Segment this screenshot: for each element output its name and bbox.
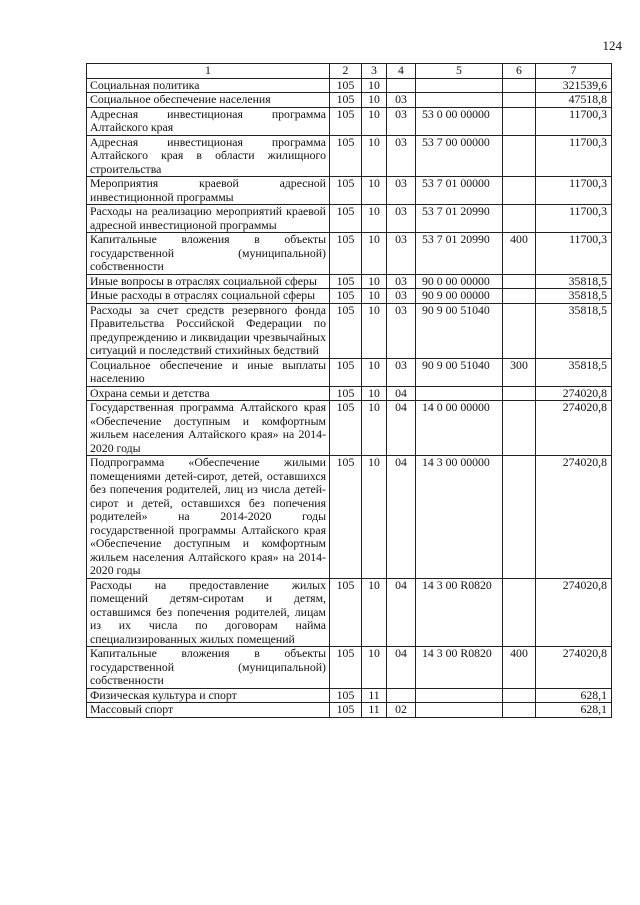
row-code-3-cell: 10 bbox=[362, 135, 387, 177]
row-amount-cell: 11700,3 bbox=[536, 107, 612, 135]
table-row bbox=[87, 401, 612, 456]
row-code-2-cell: 105 bbox=[330, 401, 362, 456]
row-amount-cell: 11700,3 bbox=[536, 135, 612, 177]
row-name-cell: Расходы за счет средств резервного фонда Правительства Российской Федерации по предупреждению и ликвидации чрезвычайных ситуаций и последствий стихийных бедствий bbox=[87, 303, 330, 358]
row-code-4-cell bbox=[387, 688, 416, 703]
header-cell: 7 bbox=[536, 64, 612, 79]
row-amount-cell: 11700,3 bbox=[536, 177, 612, 205]
row-amount-cell: 47518,8 bbox=[536, 93, 612, 108]
row-code-5-cell: 53 7 01 20990 bbox=[416, 233, 503, 275]
row-amount-cell: 274020,8 bbox=[536, 386, 612, 401]
row-code-2-cell: 105 bbox=[330, 135, 362, 177]
row-code-6-cell: 400 bbox=[503, 233, 536, 275]
row-code-3-cell: 10 bbox=[362, 289, 387, 304]
row-amount-cell: 274020,8 bbox=[536, 401, 612, 456]
row-name-cell: Государственная программа Алтайского края «Обеспечение доступным и комфортным жильем населения Алтайского края» на 2014-2020 годы bbox=[87, 401, 330, 456]
row-amount-cell: 274020,8 bbox=[536, 647, 612, 689]
row-code-5-cell: 53 7 00 00000 bbox=[416, 135, 503, 177]
table-header-row bbox=[87, 64, 612, 79]
table-row bbox=[87, 177, 612, 205]
row-code-5-cell bbox=[416, 93, 503, 108]
row-code-2-cell: 105 bbox=[330, 233, 362, 275]
row-code-5-cell: 90 0 00 00000 bbox=[416, 274, 503, 289]
row-amount-cell: 11700,3 bbox=[536, 205, 612, 233]
table-row bbox=[87, 703, 612, 718]
row-code-6-cell bbox=[503, 456, 536, 579]
table-row bbox=[87, 303, 612, 358]
row-code-3-cell: 10 bbox=[362, 93, 387, 108]
row-code-2-cell: 105 bbox=[330, 289, 362, 304]
row-code-6-cell bbox=[503, 107, 536, 135]
row-code-4-cell: 03 bbox=[387, 303, 416, 358]
row-code-2-cell: 105 bbox=[330, 703, 362, 718]
row-name-cell: Иные вопросы в отраслях социальной сферы bbox=[87, 274, 330, 289]
row-name-cell: Адресная инвестиционая программа Алтайского края bbox=[87, 107, 330, 135]
row-code-5-cell: 90 9 00 00000 bbox=[416, 289, 503, 304]
row-code-6-cell bbox=[503, 289, 536, 304]
row-code-4-cell: 03 bbox=[387, 358, 416, 386]
row-code-4-cell: 03 bbox=[387, 107, 416, 135]
row-code-6-cell bbox=[503, 303, 536, 358]
row-name-cell: Адресная инвестиционая программа Алтайского края в области жилищного строительства bbox=[87, 135, 330, 177]
row-code-4-cell: 04 bbox=[387, 401, 416, 456]
row-amount-cell: 628,1 bbox=[536, 703, 612, 718]
row-amount-cell: 628,1 bbox=[536, 688, 612, 703]
row-code-4-cell: 03 bbox=[387, 289, 416, 304]
table-row bbox=[87, 456, 612, 579]
row-name-cell: Иные расходы в отраслях социальной сферы bbox=[87, 289, 330, 304]
row-code-4-cell: 03 bbox=[387, 135, 416, 177]
row-code-6-cell: 400 bbox=[503, 647, 536, 689]
row-code-3-cell: 10 bbox=[362, 78, 387, 93]
row-code-6-cell bbox=[503, 78, 536, 93]
row-code-6-cell: 300 bbox=[503, 358, 536, 386]
row-code-2-cell: 105 bbox=[330, 205, 362, 233]
row-code-6-cell bbox=[503, 401, 536, 456]
header-cell: 1 bbox=[87, 64, 330, 79]
row-code-4-cell: 02 bbox=[387, 703, 416, 718]
row-code-5-cell: 53 7 01 00000 bbox=[416, 177, 503, 205]
table-row bbox=[87, 107, 612, 135]
table-row bbox=[87, 647, 612, 689]
row-code-5-cell bbox=[416, 386, 503, 401]
row-code-6-cell bbox=[503, 688, 536, 703]
row-code-2-cell: 105 bbox=[330, 93, 362, 108]
row-code-4-cell: 04 bbox=[387, 386, 416, 401]
page-number: 124 bbox=[602, 38, 622, 53]
row-code-6-cell bbox=[503, 578, 536, 647]
table-row bbox=[87, 93, 612, 108]
table-row bbox=[87, 274, 612, 289]
row-name-cell: Массовый спорт bbox=[87, 703, 330, 718]
row-code-6-cell bbox=[503, 386, 536, 401]
header-cell: 5 bbox=[416, 64, 503, 79]
row-name-cell: Социальная политика bbox=[87, 78, 330, 93]
table-row bbox=[87, 578, 612, 647]
row-code-2-cell: 105 bbox=[330, 358, 362, 386]
table-row bbox=[87, 289, 612, 304]
row-name-cell: Охрана семьи и детства bbox=[87, 386, 330, 401]
row-name-cell: Мероприятия краевой адресной инвестиционной программы bbox=[87, 177, 330, 205]
row-code-5-cell: 90 9 00 51040 bbox=[416, 303, 503, 358]
row-code-5-cell bbox=[416, 703, 503, 718]
row-code-4-cell: 04 bbox=[387, 456, 416, 579]
row-code-5-cell: 14 3 00 R0820 bbox=[416, 647, 503, 689]
row-code-3-cell: 10 bbox=[362, 303, 387, 358]
row-name-cell: Расходы на реализацию мероприятий краевой адресной инвестиционой программы bbox=[87, 205, 330, 233]
row-code-5-cell bbox=[416, 688, 503, 703]
row-name-cell: Социальное обеспечение и иные выплаты населению bbox=[87, 358, 330, 386]
table-row bbox=[87, 688, 612, 703]
table-row bbox=[87, 386, 612, 401]
row-code-2-cell: 105 bbox=[330, 647, 362, 689]
row-code-3-cell: 10 bbox=[362, 177, 387, 205]
row-name-cell: Физическая культура и спорт bbox=[87, 688, 330, 703]
row-code-3-cell: 11 bbox=[362, 688, 387, 703]
row-amount-cell: 35818,5 bbox=[536, 289, 612, 304]
table-row bbox=[87, 233, 612, 275]
header-cell: 4 bbox=[387, 64, 416, 79]
row-code-4-cell: 03 bbox=[387, 177, 416, 205]
row-amount-cell: 11700,3 bbox=[536, 233, 612, 275]
row-code-5-cell: 14 3 00 00000 bbox=[416, 456, 503, 579]
row-name-cell: Расходы на предоставление жилых помещений детям-сиротам и детям, оставшимся без попечения родителей, лицам из их числа по договорам найма специализированных жилых помещений bbox=[87, 578, 330, 647]
row-code-5-cell: 53 0 00 00000 bbox=[416, 107, 503, 135]
row-name-cell: Социальное обеспечение населения bbox=[87, 93, 330, 108]
row-code-4-cell: 03 bbox=[387, 205, 416, 233]
row-code-6-cell bbox=[503, 135, 536, 177]
row-code-3-cell: 10 bbox=[362, 456, 387, 579]
row-code-3-cell: 10 bbox=[362, 358, 387, 386]
row-amount-cell: 321539,6 bbox=[536, 78, 612, 93]
row-code-2-cell: 105 bbox=[330, 456, 362, 579]
table-row bbox=[87, 358, 612, 386]
row-code-4-cell: 03 bbox=[387, 274, 416, 289]
row-code-2-cell: 105 bbox=[330, 386, 362, 401]
row-amount-cell: 274020,8 bbox=[536, 578, 612, 647]
row-code-6-cell bbox=[503, 93, 536, 108]
row-code-5-cell bbox=[416, 78, 503, 93]
row-code-3-cell: 10 bbox=[362, 107, 387, 135]
row-code-5-cell: 90 9 00 51040 bbox=[416, 358, 503, 386]
row-code-5-cell: 53 7 01 20990 bbox=[416, 205, 503, 233]
row-code-4-cell bbox=[387, 78, 416, 93]
row-code-3-cell: 11 bbox=[362, 703, 387, 718]
row-code-2-cell: 105 bbox=[330, 177, 362, 205]
header-cell: 2 bbox=[330, 64, 362, 79]
row-code-6-cell bbox=[503, 205, 536, 233]
row-code-2-cell: 105 bbox=[330, 274, 362, 289]
row-amount-cell: 35818,5 bbox=[536, 358, 612, 386]
row-name-cell: Капитальные вложения в объекты государственной (муниципальной) собственности bbox=[87, 233, 330, 275]
header-cell: 3 bbox=[362, 64, 387, 79]
row-code-4-cell: 04 bbox=[387, 578, 416, 647]
row-code-3-cell: 10 bbox=[362, 386, 387, 401]
row-code-2-cell: 105 bbox=[330, 303, 362, 358]
table-row bbox=[87, 135, 612, 177]
header-cell: 6 bbox=[503, 64, 536, 79]
row-code-3-cell: 10 bbox=[362, 578, 387, 647]
row-code-5-cell: 14 3 00 R0820 bbox=[416, 578, 503, 647]
row-code-5-cell: 14 0 00 00000 bbox=[416, 401, 503, 456]
row-amount-cell: 35818,5 bbox=[536, 303, 612, 358]
row-amount-cell: 35818,5 bbox=[536, 274, 612, 289]
row-code-4-cell: 03 bbox=[387, 93, 416, 108]
row-code-2-cell: 105 bbox=[330, 688, 362, 703]
row-code-2-cell: 105 bbox=[330, 578, 362, 647]
row-code-2-cell: 105 bbox=[330, 107, 362, 135]
row-amount-cell: 274020,8 bbox=[536, 456, 612, 579]
row-code-4-cell: 03 bbox=[387, 233, 416, 275]
row-code-3-cell: 10 bbox=[362, 647, 387, 689]
row-name-cell: Подпрограмма «Обеспечение жилыми помещениями детей-сирот, детей, оставшихся без попечения родителей, лиц из числа детей-сирот и детей, оставшихся без попечения родителей» на 2014-2020 годы государственной программы Алтайского края «Обеспечение доступным и комфортным жильем населения Алтайского края» на 2014-2020 годы bbox=[87, 456, 330, 579]
row-code-4-cell: 04 bbox=[387, 647, 416, 689]
row-code-6-cell bbox=[503, 274, 536, 289]
table-row bbox=[87, 78, 612, 93]
row-name-cell: Капитальные вложения в объекты государственной (муниципальной) собственности bbox=[87, 647, 330, 689]
row-code-3-cell: 10 bbox=[362, 274, 387, 289]
table-row bbox=[87, 205, 612, 233]
row-code-3-cell: 10 bbox=[362, 233, 387, 275]
row-code-2-cell: 105 bbox=[330, 78, 362, 93]
row-code-6-cell bbox=[503, 177, 536, 205]
row-code-3-cell: 10 bbox=[362, 401, 387, 456]
budget-table bbox=[86, 63, 612, 718]
row-code-6-cell bbox=[503, 703, 536, 718]
row-code-3-cell: 10 bbox=[362, 205, 387, 233]
